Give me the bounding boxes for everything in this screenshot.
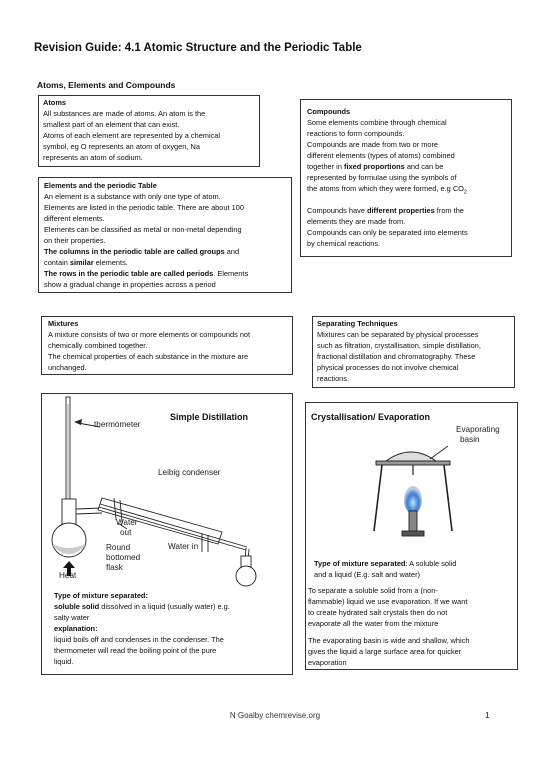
separating-line: Mixtures can be separated by physical processes (317, 330, 479, 339)
elements-box (38, 177, 292, 293)
compounds-line: different elements (types of atoms) combined (307, 151, 455, 160)
atoms-line: All substances are made of atoms. An atom is the (43, 109, 206, 118)
separating-line: reactions. (317, 374, 350, 383)
elements-heading: Elements and the periodic Table (44, 181, 157, 190)
fixed-proportions: fixed proportions (343, 162, 405, 171)
compounds-line: by chemical reactions. (307, 239, 381, 249)
compounds-fixed-line: together in fixed proportions and can be (307, 162, 444, 171)
crystallisation-box (305, 402, 518, 670)
compounds-line: reactions to form compounds. (307, 129, 405, 138)
mixtures-line: chemically combined together. (48, 341, 148, 350)
round-label-1: Round (106, 543, 131, 552)
groups-line: The columns in the periodic table are called groups and (44, 247, 240, 256)
round-label-2: bottomed (106, 553, 141, 562)
compounds-box (300, 99, 512, 257)
crystallisation-line: flammable) liquid we use evaporation. If we want (308, 597, 468, 606)
different-properties: different properties (366, 206, 435, 216)
compounds-line: the atoms from which they were formed, e.g $CO_2$ (307, 184, 467, 196)
leibig-label: Leibig condenser (158, 468, 221, 477)
compounds-line: Compounds can only be separated into elements (307, 228, 468, 238)
separating-box (312, 316, 515, 388)
water-out-label-2: out (120, 528, 132, 537)
periods-line: The rows in the periodic table are called periods. Elements (44, 269, 249, 278)
crystallisation-line: gives the liquid a large surface area for quicker (308, 647, 462, 656)
elements-line: different elements. (44, 214, 105, 223)
atoms-line: smallest part of an element that can exist. (43, 120, 180, 129)
evaporating-label-2: basin (460, 435, 480, 444)
mixtures-heading: Mixtures (48, 319, 79, 328)
distillation-diagram (42, 394, 294, 594)
crystallisation-line: evaporate all the water from the mixture (308, 619, 439, 628)
atoms-box (38, 95, 260, 167)
contain-line: contain similar elements. (44, 258, 128, 267)
thermometer-label: thermometer (94, 420, 141, 429)
section-heading: Atoms, Elements and Compounds (37, 80, 176, 90)
crystallisation-text (308, 585, 518, 668)
compounds-line: Compounds are made from two or more (307, 140, 439, 149)
page-number: 1 (485, 711, 490, 720)
receiving-flask-icon (236, 566, 256, 586)
separating-line: fractional distillation and chromatography. These (317, 352, 476, 361)
evaporating-label-1: Evaporating (456, 425, 500, 434)
atoms-line: represents an atom of sodium. (43, 153, 143, 162)
distillation-heading: Simple Distillation (170, 412, 249, 422)
footer: N Goalby chemrevise.org (229, 711, 321, 720)
crystallisation-heading: Crystallisation/ Evaporation (311, 412, 431, 422)
crystallisation-line: To separate a soluble solid from a (non- (308, 586, 438, 595)
separating-line: physical processes do not involve chemical (317, 363, 459, 372)
gauze-icon (376, 461, 450, 465)
compounds-line: represented by formulae using the symbols of (307, 173, 457, 182)
explanation-heading: explanation: (54, 624, 98, 633)
water-in-label: Water in (168, 542, 199, 551)
mixtures-line: unchanged. (48, 363, 87, 372)
flame-icon (404, 486, 422, 514)
atoms-line: symbol, eg O represents an atom of oxygen, Na (43, 142, 200, 151)
distillation-box (41, 393, 293, 675)
atoms-heading: Atoms (43, 98, 66, 107)
subscript-2: 2 (463, 189, 467, 196)
distillation-type-heading: Type of mixture separated: (54, 591, 148, 600)
separating-heading: Separating Techniques (317, 319, 398, 328)
crystallisation-type-line: Type of mixture separated: A soluble solid (314, 559, 457, 568)
water-out-label-1: Water (116, 518, 138, 527)
crystallisation-type (314, 558, 514, 580)
crystallisation-line: to create hydrated salt crystals then do not (308, 608, 448, 617)
crystallisation-line: The evaporating basin is wide and shallow, which (308, 636, 470, 645)
elements-line: Elements are listed in the periodic table. There are about 100 (44, 203, 244, 212)
mixtures-line: The chemical properties of each substance in the mixture are (48, 352, 249, 361)
heat-label: Heat (59, 571, 77, 580)
separating-line: such as filtration, crystallisation, simple distillation, (317, 341, 481, 350)
page-title: Revision Guide: 4.1 Atomic Structure and the Periodic Table (34, 42, 362, 54)
elements-line: An element is a substance with only one type of atom. (44, 192, 221, 201)
distillation-text (54, 590, 290, 667)
elements-line: show a gradual change in properties across a period (44, 280, 216, 289)
bunsen-burner-icon (409, 511, 417, 533)
explanation-line: liquid boils off and condenses in the condenser. The (54, 635, 224, 644)
compounds-heading: Compounds (307, 107, 351, 116)
crystallisation-line: evaporation (308, 658, 347, 667)
explanation-line: thermometer will read the boiling point of the pure (54, 646, 217, 655)
compounds-line: Some elements combine through chemical (307, 118, 447, 127)
atoms-line: Atoms of each element are represented by a chemical (43, 131, 221, 140)
mixtures-line: A mixture consists of two or more elements or compounds not (48, 330, 251, 339)
elements-line: on their properties. (44, 236, 106, 245)
evaporating-basin-icon (386, 452, 436, 461)
distillation-type-line: soluble solid dissolved in a liquid (usually water) e.g. (54, 602, 230, 611)
mixtures-box (41, 316, 293, 375)
tripod-icon (374, 465, 382, 531)
round-label-3: flask (106, 563, 123, 572)
elements-line: Elements can be classified as metal or non-metal depending (44, 225, 242, 234)
compounds-diff-line: Compounds have different properties from the (307, 206, 464, 216)
compounds-line: elements they are made from. (307, 217, 406, 227)
explanation-line: liquid. (54, 657, 74, 666)
crystallisation-type-line2: and a liquid (E.g. salt and water) (314, 570, 420, 579)
distillation-type-line2: salty water (54, 613, 90, 622)
